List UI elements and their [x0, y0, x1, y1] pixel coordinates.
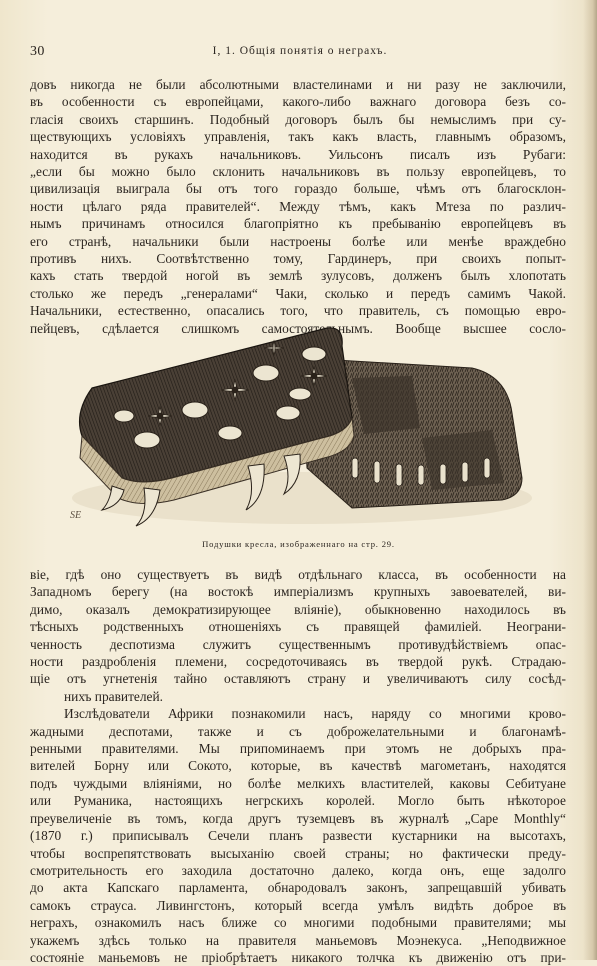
text-line: подъ чуждыми вліяніями, но болѣе мелкихъ властителей, каковы Себитуане: [30, 775, 566, 791]
text-line: кахъ стать твердой ногой въ землѣ зулусовъ, долженъ былъ хлопотать: [30, 268, 566, 284]
page-edge-shadow: [583, 0, 597, 960]
text-line: нымъ причинамъ относился благопріятно къ пребыванію европейцевъ въ: [30, 216, 566, 232]
text-line: довъ никогда не были абсолютными властелинами и ни разу не заключили,: [30, 77, 566, 92]
text-line: его странѣ, начальники были настроены болѣе или менѣе враждебно: [30, 233, 566, 249]
svg-text:SE: SE: [70, 510, 82, 521]
text-line: цивилизація выиграла бы отъ того гораздо больше, чѣмъ отъ благосклон-: [30, 181, 566, 197]
text-line: ченность деспотизма служитъ существеннымъ противудѣйствіемъ опас-: [30, 636, 566, 652]
text-line: преувеличеніе въ томъ, когда другъ туземцевъ въ журналѣ „Cape Monthly“: [30, 810, 566, 826]
text-line: щіе отъ угнетенія тайно оставляютъ страну и увеличиваютъ силу сосѣд-: [30, 671, 566, 687]
text-line: пейцевъ, сдѣлается слишкомъ самостоятельнымъ. Вообще высшее сосло-: [30, 320, 566, 336]
text-line: вителей Борну или Сокото, которые, въ качествѣ магометанъ, находятся: [30, 758, 566, 774]
text-line: до акта Капскаго парламента, обнародовалъ законъ, запрещавшій убивать: [30, 880, 566, 896]
text-line: или Руманика, настоящихъ негрскихъ королей. Могло быть нѣкоторое: [30, 793, 566, 809]
text-line: (1870 г.) приписывалъ Сечели планъ развести кустарники на высотахъ,: [30, 828, 566, 844]
page-header: [30, 44, 570, 62]
text-block-top: [30, 76, 566, 337]
text-block-bottom: [30, 566, 566, 966]
text-line: димо, оказалъ демократизирующее вліяніе), обыкновенно находилось въ: [30, 601, 566, 617]
text-line: Западномъ берегу (на востокѣ имперіализмъ крупныхъ завоевателей, ви-: [30, 584, 566, 600]
text-line: ществующихъ условіяхъ управленія, такъ какъ власть, главнымъ образомъ,: [30, 129, 566, 145]
text-line: чтобы воспрепятствовать высыханію своей страны; но фактически преду-: [30, 845, 566, 861]
text-line: „если бы можно было склонить начальниковъ въ пользу европейцевъ, то: [30, 164, 566, 180]
text-line: находится въ рукахъ начальниковъ. Уильсонъ писалъ изъ Рубаги:: [30, 146, 566, 162]
text-line: ренными правителями. Мы припоминаемъ при этомъ не добрыхъ пра-: [30, 741, 566, 757]
text-line: нихъ правителей.: [64, 688, 164, 704]
text-line: состояніе маньемовъ не пріобрѣтаетъ никакого толчка къ движенію отъ при-: [30, 949, 566, 965]
text-line: жадными деспотами, также и съ доброжелательными и благонамѣ-: [30, 723, 566, 739]
text-line: самокъ страуса. Ливингстонъ, который всегда умѣлъ видѣть доброе въ: [30, 897, 566, 913]
text-line: тѣсныхъ родственныхъ отношеніяхъ съ правящей фамиліей. Неограни-: [30, 619, 566, 635]
text-line: смотрительность его заходила достаточно далеко, когда онъ, еще задолго: [30, 862, 566, 878]
text-line: столько же передъ „генералами“ Чаки, сколько и передъ самимъ Чакой.: [30, 285, 566, 301]
text-line: противъ нихъ. Соотвѣтственно тому, Гардинеръ, при своихъ попыт-: [30, 251, 566, 267]
text-line: укажемъ здѣсь только на правителя маньемовъ Моэнекуса. „Неподвижное: [30, 932, 566, 948]
text-line: Изслѣдователи Африки познакомили насъ, наряду со многими крово-: [64, 706, 566, 722]
text-line: въ особенности съ европейцами, какого-либо важнаго договора безъ со-: [30, 94, 566, 110]
page-number: 30: [30, 44, 45, 59]
text-line: ности цѣлаго ряда правителей“. Между тѣмъ, какъ Мтеза по различ-: [30, 198, 566, 214]
running-head: I, 1. Общія понятія о неграхъ.: [212, 45, 388, 57]
text-line: неграхъ, ознакомилъ насъ ближе со многими подобными правителями; мы: [30, 915, 566, 931]
text-line: Начальники, естественно, опасались того, что правитель, съ помощью евро-: [30, 303, 566, 319]
figure-chair-cushions: [52, 318, 532, 530]
text-line: ности раздробленія племени, сосредоточиваясь въ твердой рукѣ. Страдаю-: [30, 654, 566, 670]
text-line: віе, гдѣ оно существуетъ въ видѣ отдѣльнаго класса, въ особенности на: [30, 567, 566, 582]
figure-caption: Подушки кресла, изображеннаго на стр. 29.: [202, 539, 395, 549]
text-line: гласія своихъ старшинъ. Подобный договоръ былъ бы немыслимъ при су-: [30, 111, 566, 127]
